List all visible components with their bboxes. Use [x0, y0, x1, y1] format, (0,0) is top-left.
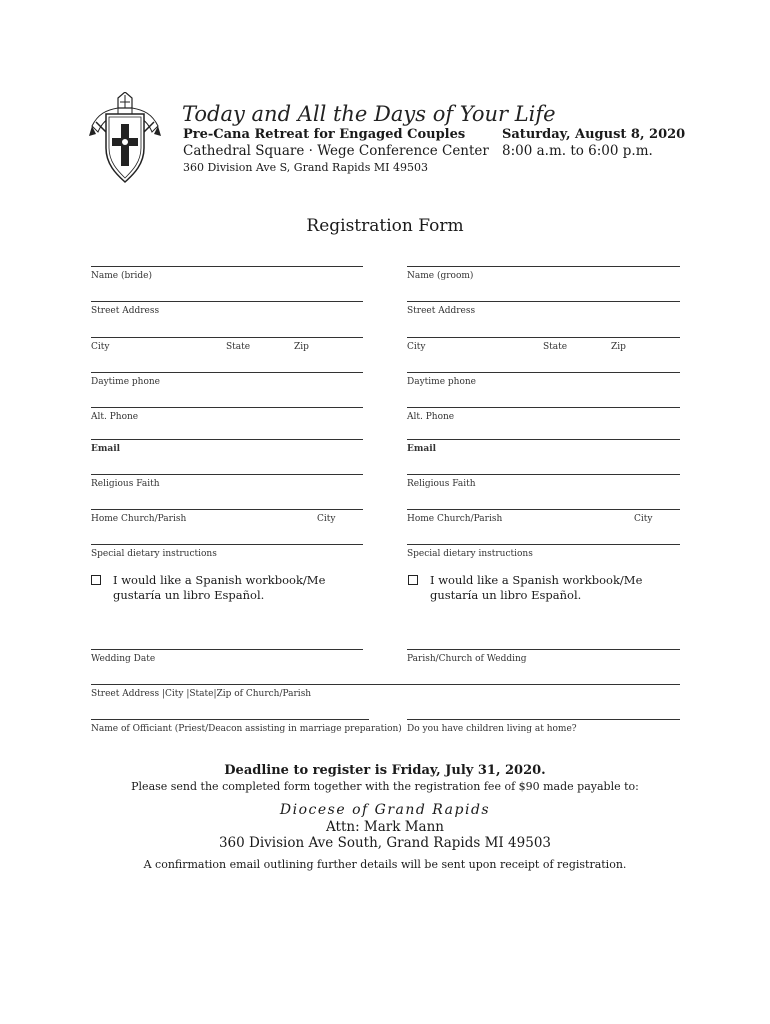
groom-spanish-checkbox[interactable]: [408, 575, 418, 585]
bride-city-label: City: [91, 342, 110, 352]
groom-alt-phone-label: Alt. Phone: [407, 412, 455, 422]
children-field[interactable]: [407, 719, 680, 736]
bride-city-state-zip-field[interactable]: [91, 337, 363, 354]
bride-spanish-checkbox[interactable]: [91, 575, 101, 585]
event-venue: Cathedral Square · Wege Conference Center: [183, 143, 489, 159]
wedding-date-label: Wedding Date: [91, 654, 156, 664]
event-title: Today and All the Days of Your Life: [182, 102, 556, 126]
payee-attention: Attn: Mark Mann: [326, 819, 444, 835]
groom-daytime-phone-field[interactable]: [407, 372, 680, 389]
groom-city-label: City: [407, 342, 426, 352]
groom-faith-field[interactable]: [407, 474, 680, 491]
groom-spanish-workbook-option[interactable]: [408, 573, 678, 605]
bride-spanish-workbook-option[interactable]: [91, 573, 361, 605]
groom-email-field[interactable]: [407, 439, 680, 456]
bride-faith-label: Religious Faith: [91, 479, 160, 489]
bride-email-label: Email: [91, 444, 121, 454]
payment-instructions: Please send the completed form together with the registration fee of $90 made payable to:: [131, 780, 639, 793]
form-title: Registration Form: [306, 216, 464, 236]
officiant-label: Name of Officiant (Priest/Deacon assisting in marriage preparation): [91, 724, 402, 734]
event-time: 8:00 a.m. to 6:00 p.m.: [502, 143, 653, 159]
groom-state-label: State: [543, 342, 568, 352]
bride-faith-field[interactable]: [91, 474, 363, 491]
payee-address: 360 Division Ave South, Grand Rapids MI 49503: [218, 835, 552, 851]
bride-daytime-phone-label: Daytime phone: [91, 377, 160, 387]
bride-home-church-field[interactable]: [91, 509, 363, 526]
bride-alt-phone-label: Alt. Phone: [91, 412, 139, 422]
bride-daytime-phone-field[interactable]: [91, 372, 363, 389]
bride-home-church-label: Home Church/Parish: [91, 514, 187, 524]
wedding-parish-field[interactable]: [407, 649, 680, 666]
payee-name: Diocese of Grand Rapids: [279, 802, 491, 818]
church-address-field[interactable]: [91, 684, 680, 701]
confirmation-note: A confirmation email outlining further details will be sent upon receipt of registration.: [143, 858, 627, 871]
event-date: Saturday, August 8, 2020: [502, 127, 686, 142]
bride-dietary-label: Special dietary instructions: [91, 549, 217, 559]
officiant-field[interactable]: [91, 719, 402, 736]
church-address-label: Street Address |City |State|Zip of Church/Parish: [91, 689, 312, 699]
groom-street-label: Street Address: [407, 306, 476, 316]
groom-city-state-zip-field[interactable]: [407, 337, 680, 354]
wedding-date-field[interactable]: [91, 649, 363, 666]
groom-home-church-field[interactable]: [407, 509, 680, 526]
groom-daytime-phone-label: Daytime phone: [407, 377, 476, 387]
event-address: 360 Division Ave S, Grand Rapids MI 49503: [183, 161, 428, 174]
bride-name-field[interactable]: [91, 266, 363, 283]
event-name: Pre-Cana Retreat for Engaged Couples: [183, 127, 466, 142]
groom-home-church-label: Home Church/Parish: [407, 514, 503, 524]
groom-dietary-label: Special dietary instructions: [407, 549, 533, 559]
groom-alt-phone-field[interactable]: [407, 407, 680, 424]
bride-name-label: Name (bride): [91, 271, 153, 281]
groom-street-field[interactable]: [407, 301, 680, 318]
bride-spanish-label: I would like a Spanish workbook/Me gustaría un libro Español.: [113, 573, 326, 602]
groom-church-city-label: City: [634, 514, 653, 524]
bride-dietary-field[interactable]: [91, 544, 363, 561]
bride-street-label: Street Address: [91, 306, 160, 316]
children-label: Do you have children living at home?: [407, 724, 577, 734]
bride-alt-phone-field[interactable]: [91, 407, 363, 424]
groom-email-label: Email: [407, 444, 437, 454]
groom-dietary-field[interactable]: [407, 544, 680, 561]
groom-spanish-label: I would like a Spanish workbook/Me gustaría un libro Español.: [430, 573, 643, 602]
bride-church-city-label: City: [317, 514, 336, 524]
diocese-crest-logo: [88, 92, 162, 184]
bride-state-label: State: [226, 342, 251, 352]
bride-street-field[interactable]: [91, 301, 363, 318]
groom-faith-label: Religious Faith: [407, 479, 476, 489]
bride-email-field[interactable]: [91, 439, 363, 456]
groom-zip-label: Zip: [611, 342, 626, 352]
deadline-text: Deadline to register is Friday, July 31, 2020.: [224, 763, 546, 778]
bride-zip-label: Zip: [294, 342, 309, 352]
groom-name-field[interactable]: [407, 266, 680, 283]
wedding-parish-label: Parish/Church of Wedding: [407, 654, 527, 664]
groom-name-label: Name (groom): [407, 271, 474, 281]
